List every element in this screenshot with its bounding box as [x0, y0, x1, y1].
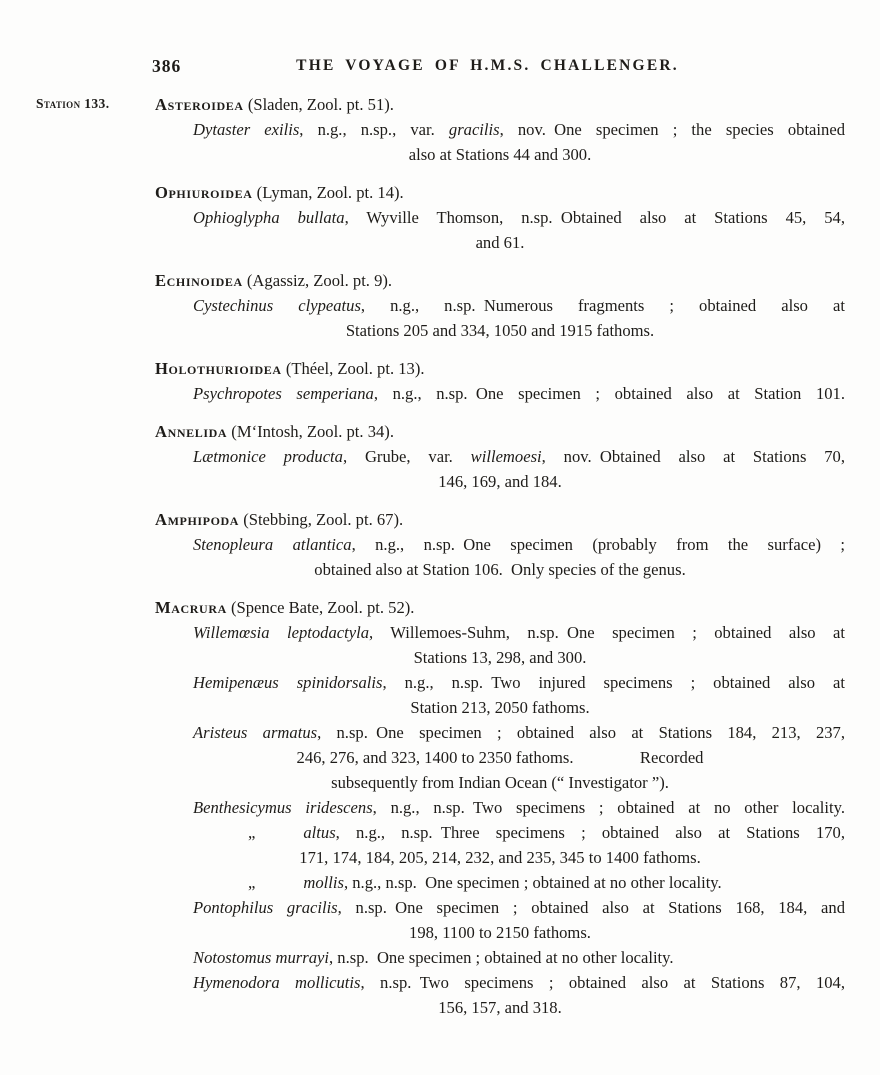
species-name: Cystechinus clypeatus [193, 296, 361, 315]
entry-text: , n.g., n.sp. One specimen ; obtained at no other locality. [343, 873, 722, 892]
species-entry [155, 205, 845, 255]
text-line [155, 895, 845, 920]
heading-reference: (M‘Intosh, Zool. pt. 34). [227, 422, 394, 441]
entry-text: , n.g., n.sp. Three specimens ; obtained also at Stations 170, [335, 823, 845, 842]
species-entry [155, 620, 845, 670]
margin-note-station: Station 133. [36, 96, 110, 111]
species-name: Hymenodora mollicutis [193, 973, 361, 992]
section-heading [155, 356, 845, 381]
text-line [155, 205, 845, 230]
taxon-class-name: Asteroidea [155, 95, 244, 114]
section-heading [155, 419, 845, 444]
entry-text: , n.sp. Two specimens ; obtained also at Stations 87, 104, [360, 973, 845, 992]
text-line [155, 557, 845, 582]
species-name: gracilis [448, 120, 500, 139]
entry-text: , Grube, var. [342, 447, 471, 466]
text-line [155, 820, 845, 845]
entry-text: 246, 276, and 323, 1400 to 2350 fathoms. Recorded [296, 748, 704, 767]
species-entry [155, 895, 845, 945]
species-name: Benthesicymus iridescens [193, 798, 373, 817]
species-name: Pontophilus gracilis [193, 898, 338, 917]
text-line [155, 695, 845, 720]
text-line [155, 920, 845, 945]
text-line [155, 770, 845, 795]
entry-text: , n.g., n.sp. Two specimens ; obtained at no other locality. [372, 798, 845, 817]
entry-text: , Willemoes-Suhm, n.sp. One specimen ; obtained also at [369, 623, 845, 642]
entry-text: , n.sp. One specimen ; obtained also at Stations 168, 184, and [337, 898, 845, 917]
entry-text: subsequently from Indian Ocean (“ Investigator ”). [331, 773, 669, 792]
species-entry [155, 444, 845, 494]
species-entry [155, 381, 845, 406]
text-line [155, 970, 845, 995]
heading-reference: (Spence Bate, Zool. pt. 52). [226, 598, 415, 617]
heading-reference: (Théel, Zool. pt. 13). [281, 359, 425, 378]
entry-text: , n.g., n.sp. One specimen (probably from the surface) ; [351, 535, 845, 554]
taxon-class-name: Holothurioidea [155, 359, 282, 378]
section-heading [155, 180, 845, 205]
text-line [155, 995, 845, 1020]
running-header: THE VOYAGE OF H.M.S. CHALLENGER. [296, 57, 679, 74]
section-macrura [155, 595, 845, 1020]
text-line [155, 142, 845, 167]
text-line [155, 293, 845, 318]
page-number: 386 [152, 56, 182, 76]
taxon-class-name: Ophiuroidea [155, 183, 253, 202]
species-entry [155, 820, 845, 870]
text-line [155, 945, 845, 970]
entry-text: , n.sp. One specimen ; obtained also at Stations 184, 213, 237, [317, 723, 845, 742]
species-name: Psychropotes semperiana [193, 384, 374, 403]
species-name: mollis [303, 873, 344, 892]
ditto-mark: „ [248, 873, 256, 892]
entry-text: , nov. Obtained also at Stations 70, [541, 447, 845, 466]
species-name: Willemœsia leptodactyla [193, 623, 369, 642]
section-annelida [155, 419, 845, 494]
text-line [155, 720, 845, 745]
taxon-class-name: Annelida [155, 422, 228, 441]
content [155, 92, 845, 1020]
entry-text: , Wyville Thomson, n.sp. Obtained also at Stations 45, 54, [344, 208, 845, 227]
entry-text: also at Stations 44 and 300. [408, 145, 592, 164]
entry-text: 146, 169, and 184. [438, 472, 562, 491]
text-line [155, 670, 845, 695]
entry-text: and 61. [475, 233, 525, 252]
entry-text: 171, 174, 184, 205, 214, 232, and 235, 345 to 1400 fathoms. [299, 848, 701, 867]
species-entry [155, 720, 845, 795]
text-line [155, 117, 845, 142]
text-line [155, 620, 845, 645]
entry-text: Stations 205 and 334, 1050 and 1915 fathoms. [345, 321, 655, 340]
section-amphipoda [155, 507, 845, 582]
species-name: Lætmonice producta [193, 447, 343, 466]
ditto-mark: „ [248, 823, 256, 842]
species-name: Hemipenæus spinidorsalis [193, 673, 383, 692]
section-heading [155, 92, 845, 117]
text-line [155, 230, 845, 255]
species-entry [155, 532, 845, 582]
text-line [155, 745, 845, 770]
entry-text: , n.g., n.sp., var. [299, 120, 449, 139]
entry-text: 198, 1100 to 2150 fathoms. [409, 923, 591, 942]
species-entry [155, 670, 845, 720]
entry-text: Stations 13, 298, and 300. [413, 648, 587, 667]
text-line [155, 845, 845, 870]
text-line [155, 870, 845, 895]
species-name: willemoesi [470, 447, 542, 466]
species-entry [155, 293, 845, 343]
heading-reference: (Stebbing, Zool. pt. 67). [239, 510, 404, 529]
text-line [155, 318, 845, 343]
taxon-class-name: Echinoidea [155, 271, 243, 290]
text-line [155, 795, 845, 820]
section-holothurioidea [155, 356, 845, 406]
species-entry [155, 870, 845, 895]
entry-text: obtained also at Station 106. Only species of the genus. [314, 560, 686, 579]
entry-text: 156, 157, and 318. [438, 998, 562, 1017]
entry-text: , n.g., n.sp. One specimen ; obtained also at Station 101. [373, 384, 845, 403]
heading-reference: (Sladen, Zool. pt. 51). [243, 95, 394, 114]
taxon-class-name: Macrura [155, 598, 227, 617]
species-name: Notostomus murrayi [193, 948, 329, 967]
taxon-class-name: Amphipoda [155, 510, 240, 529]
entry-text: , n.sp. One specimen ; obtained at no other locality. [329, 948, 674, 967]
section-heading [155, 268, 845, 293]
section-heading [155, 595, 845, 620]
heading-reference: (Agassiz, Zool. pt. 9). [242, 271, 393, 290]
species-entry [155, 970, 845, 1020]
section-ophiuroidea [155, 180, 845, 255]
text-line [155, 381, 845, 406]
entry-text: Station 213, 2050 fathoms. [410, 698, 590, 717]
species-entry [155, 117, 845, 167]
species-name: Dytaster exilis [193, 120, 300, 139]
species-entry [155, 795, 845, 820]
species-name: altus [303, 823, 336, 842]
text-line [155, 532, 845, 557]
heading-reference: (Lyman, Zool. pt. 14). [252, 183, 404, 202]
species-name: Ophioglypha bullata [193, 208, 345, 227]
entry-text: , n.g., n.sp. Numerous fragments ; obtained also at [360, 296, 845, 315]
section-asteroidea [155, 92, 845, 167]
text-line [155, 444, 845, 469]
text-line [155, 645, 845, 670]
species-name: Stenopleura atlantica [193, 535, 352, 554]
section-echinoidea [155, 268, 845, 343]
text-line [155, 469, 845, 494]
entry-text: , n.g., n.sp. Two injured specimens ; obtained also at [382, 673, 845, 692]
section-heading [155, 507, 845, 532]
species-entry [155, 945, 845, 970]
entry-text: , nov. One specimen ; the species obtained [499, 120, 845, 139]
species-name: Aristeus armatus [193, 723, 318, 742]
